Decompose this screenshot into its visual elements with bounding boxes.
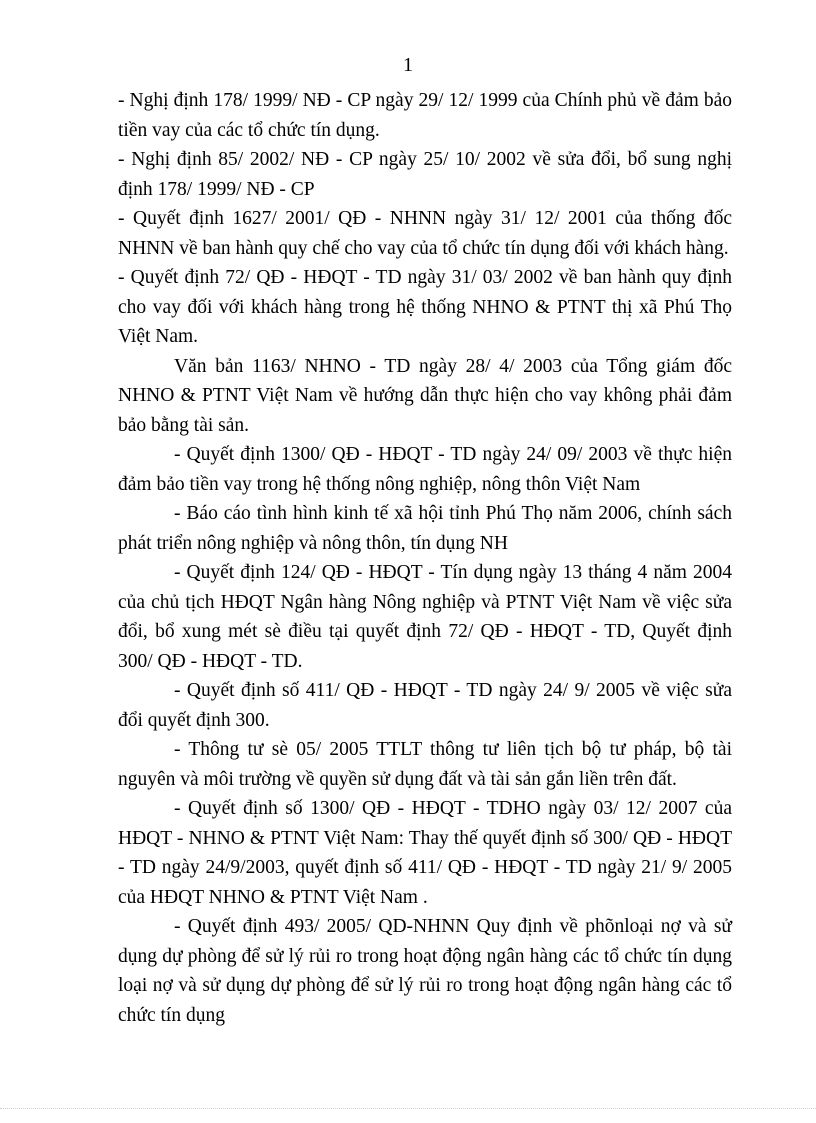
paragraph: - Quyết định 124/ QĐ - HĐQT - Tín dụng ngày 13 tháng 4 năm 2004 của chủ tịch HĐQT Ngân hàng Nông nghiệp và PTNT Việt Nam về việc sửa đổi, bổ xung mét sè điều tại quyết định 72/ QĐ - HĐQT - TD, Quyết định 300/ QĐ - HĐQT - TD. <box>118 562 732 672</box>
paragraph: Văn bản 1163/ NHNO - TD ngày 28/ 4/ 2003 của Tổng giám đốc NHNO & PTNT Việt Nam về hướng dẫn thực hiện cho vay không phải đảm bảo bằng tài sản. <box>118 355 732 436</box>
page-number: 1 <box>403 54 413 76</box>
paragraph: - Quyết định số 1300/ QĐ - HĐQT - TDHO ngày 03/ 12/ 2007 của HĐQT - NHNO & PTNT Việt Nam: Thay thế quyết định số 300/ QĐ - HĐQT - TD ngày 24/9/2003, quyết định số 411/ QĐ - HĐQT - TD ngày 21/ 9/ 2005 của HĐQT NHNO & PTNT Việt Nam . <box>118 798 732 908</box>
paragraph: - Nghị định 178/ 1999/ NĐ - CP ngày 29/ 12/ 1999 của Chính phủ về đảm bảo tiền vay của các tổ chức tín dụng. <box>118 90 732 141</box>
paragraph: - Quyết định 1300/ QĐ - HĐQT - TD ngày 24/ 09/ 2003 về thực hiện đảm bảo tiền vay trong hệ thống nông nghiệp, nông thôn Việt Nam <box>118 444 732 495</box>
paragraph: - Quyết định 72/ QĐ - HĐQT - TD ngày 31/ 03/ 2002 về ban hành quy định cho vay đối với khách hàng trong hệ thống NHNO & PTNT thị xã Phú Thọ Việt Nam. <box>118 267 732 347</box>
paragraph: - Thông tư sè 05/ 2005 TTLT thông tư liên tịch bộ tư pháp, bộ tài nguyên và môi trường về quyền sử dụng đất và tài sản gắn liền trên đất. <box>118 739 732 790</box>
paragraph: - Quyết định số 411/ QĐ - HĐQT - TD ngày 24/ 9/ 2005 về việc sửa đổi quyết định 300. <box>118 680 732 731</box>
paragraph: - Báo cáo tình hình kinh tế xã hội tỉnh Phú Thọ năm 2006, chính sách phát triển nông nghiệp và nông thôn, tín dụng NH <box>118 503 732 554</box>
paragraph: - Quyết định 1627/ 2001/ QĐ - NHNN ngày 31/ 12/ 2001 của thống đốc NHNN về ban hành quy chế cho vay của tổ chức tín dụng đối với khách hàng. <box>118 208 732 259</box>
document-body <box>118 86 732 1030</box>
paragraph: - Quyết định 493/ 2005/ QD-NHNN Quy định về phõnloại nợ và sử dụng dự phòng để sử lý rủi ro trong hoạt động ngân hàng các tổ chức tín dụng loại nợ và sử dụng dự phòng để sử lý rủi ro trong hoạt động ngân hàng các tổ chức tín dụng <box>118 916 732 1026</box>
page-footer-divider <box>0 1108 816 1109</box>
paragraph: - Nghị định 85/ 2002/ NĐ - CP ngày 25/ 10/ 2002 về sửa đổi, bổ sung nghị định 178/ 1999/ NĐ - CP <box>118 149 732 200</box>
